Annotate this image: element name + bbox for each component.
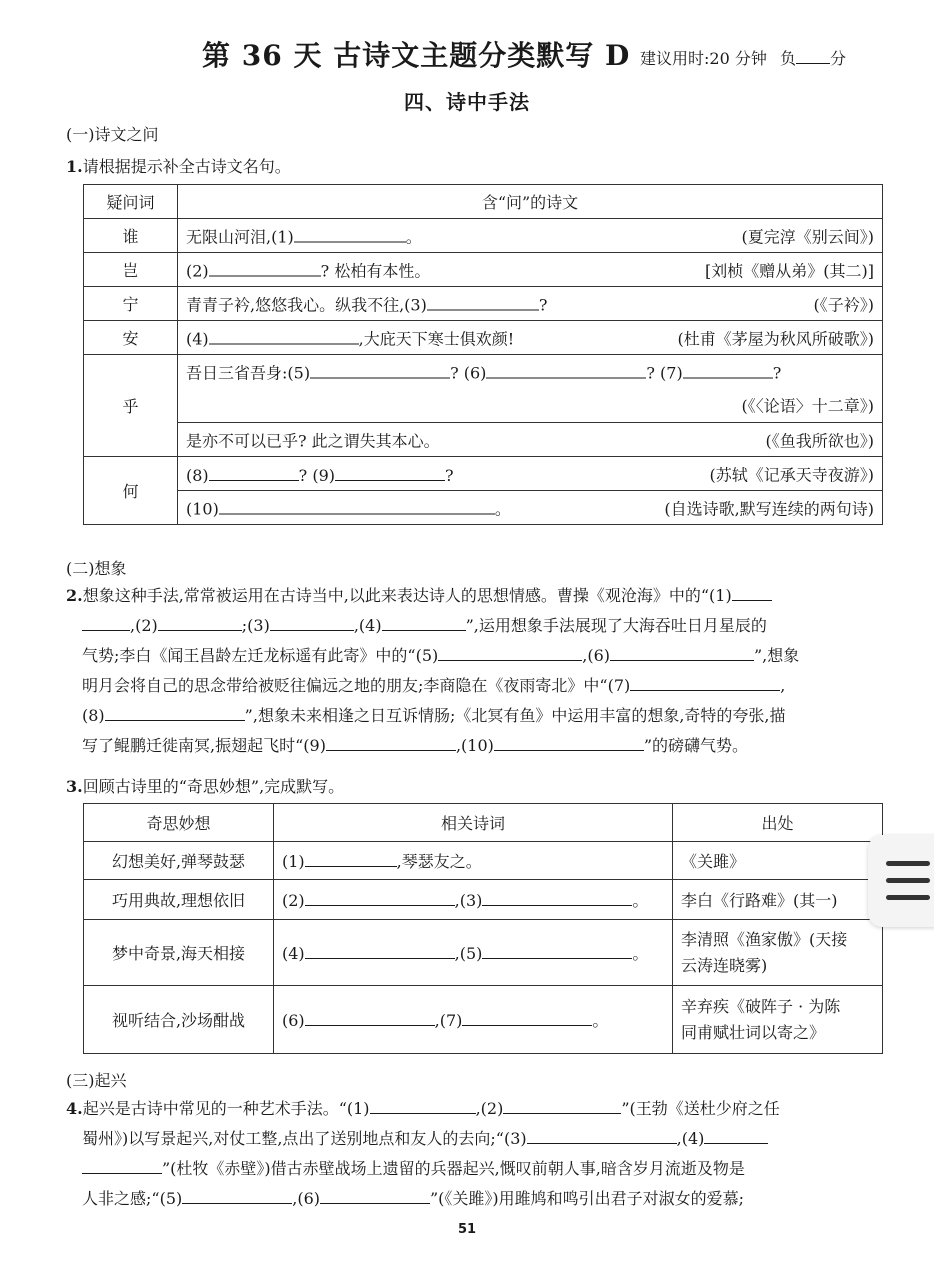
source-citation: (杜甫《茅屋为秋风所破歌》) [677,329,874,348]
header-question-word: 疑问词 [84,185,178,219]
answer-blank[interactable] [486,360,646,378]
source-citation: (《鱼我所欲也》) [765,431,874,450]
source-citation: 辛弃疾《破阵子 · 为陈 同甫赋壮词以寄之》 [673,986,883,1054]
header-poem: 含“问”的诗文 [178,185,883,219]
time-and-score [640,46,846,69]
question-word: 何 [84,457,178,525]
question-text: 请根据提示补全古诗文名句。 [82,157,291,176]
answer-blank[interactable] [82,613,130,631]
score-suffix: 分 [829,49,846,68]
answer-blank[interactable] [494,733,644,751]
answer-blank[interactable] [335,463,445,481]
score-prefix: 负 [779,49,796,68]
table-row: 巧用典故,理想依旧 (2) ,(3) 。 李白《行路难》(其一) [84,880,883,920]
answer-blank[interactable] [630,673,780,691]
hamburger-icon [886,895,930,900]
section-heading-3: (三)起兴 [66,1071,127,1090]
table-row: 安 (4) ,大庇天下寒士俱欢颜! (杜甫《茅屋为秋风所破歌》) [84,321,883,355]
source-citation: (《〈论语〉十二章》) [741,396,874,416]
answer-blank[interactable] [326,733,456,751]
answer-blank[interactable] [527,1126,677,1144]
question-number: 3. [66,777,83,796]
table-row: 乎 吾日三省吾身:(5) ? (6) ? (7) ? [84,355,883,389]
section-heading-1: (一)诗文之问 [66,125,159,144]
table-row: 何 (8) ? (9) ? (苏轼《记承天寺夜游》) [84,457,883,491]
answer-blank[interactable] [462,1008,592,1026]
source-citation: 《关雎》 [673,842,883,880]
question-3 [66,774,344,797]
answer-blank[interactable] [427,292,539,310]
question-2: 2.想象这种手法,常常被运用在古诗当中,以此来表达诗人的思想情感。曹操《观沧海》中的“(1) ,(2) ;(3) ,(4) ”,运用想象手法展现了大海吞吐日月星辰的 气势;李白《闻王昌龄左迁龙标遥有此寄》中的“(5) ,(6) ”,想象 明月会将自己的思念带给被贬往偏远之地的朋友;李商隐在《夜雨寄北》中“(7) , (8) ”,想象未来相逢之日互诉情肠;《北冥有鱼》中运用丰富的想象,奇特的夸张,描 写了鲲鹏迁徙南冥,振翅起飞时“(9) ,(10) ”的磅礴气势。 [66,581,886,761]
answer-blank[interactable] [320,1186,430,1204]
page-header [0,30,934,80]
source-citation: (《子衿》) [813,295,874,314]
table-row: 谁 无限山河泪,(1) 。 (夏完淳《别云间》) [84,219,883,253]
answer-blank[interactable] [209,326,359,344]
answer-blank[interactable] [382,613,466,631]
question-word: 谁 [84,219,178,253]
source-citation: 李白《行路难》(其一) [673,880,883,920]
table-header-row [84,185,883,219]
hamburger-icon [886,861,930,866]
answer-blank[interactable] [305,888,455,906]
question-text: 回顾古诗里的“奇思妙想”,完成默写。 [82,777,345,796]
answer-blank[interactable] [610,643,754,661]
answer-blank[interactable] [482,941,632,959]
question-number: 4. [66,1099,83,1118]
answer-blank[interactable] [158,613,242,631]
header-poems: 相关诗词 [274,804,673,842]
answer-blank[interactable] [370,1096,476,1114]
source-citation: (夏完淳《别云间》) [741,227,874,246]
source-citation: (自选诗歌,默写连续的两句诗) [664,499,874,518]
table-row [84,389,883,423]
answer-blank[interactable] [209,258,321,276]
table-row: 是亦不可以已乎? 此之谓失其本心。 (《鱼我所欲也》) [84,423,883,457]
question-word: 宁 [84,287,178,321]
answer-blank[interactable] [310,360,450,378]
table-row: 视听结合,沙场酣战 (6) ,(7) 。 辛弃疾《破阵子 · 为陈 同甫赋壮词以寄之》 [84,986,883,1054]
header-source: 出处 [673,804,883,842]
table-row: 岂 (2) ? 松柏有本性。 [刘桢《赠从弟》(其二)] [84,253,883,287]
section-subtitle: 四、诗中手法 [404,90,530,114]
table-row: (10) 。 (自选诗歌,默写连续的两句诗) [84,491,883,525]
answer-blank[interactable] [503,1096,621,1114]
answer-blank[interactable] [732,583,772,601]
table-header-row [84,804,883,842]
page-title: 第 36 天 古诗文主题分类默写 D [202,39,631,72]
question-word: 岂 [84,253,178,287]
question-word: 乎 [84,355,178,457]
answer-blank[interactable] [105,703,245,721]
score-blank[interactable] [796,46,830,64]
table-row: 梦中奇景,海天相接 (4) ,(5) 。 李清照《渔家傲》(天接 云涛连晓雾) [84,920,883,986]
hamburger-icon [886,878,930,883]
answer-blank[interactable] [82,1156,162,1174]
answer-blank[interactable] [305,941,455,959]
section-heading-2: (二)想象 [66,559,127,578]
source-citation: (苏轼《记承天寺夜游》) [709,465,874,484]
imagination-table [83,803,883,1054]
question-number: 1. [66,157,83,176]
answer-blank[interactable] [182,1186,292,1204]
answer-blank[interactable] [305,849,397,867]
answer-blank[interactable] [294,224,406,242]
table-row: 幻想美好,弹琴鼓瑟 (1) ,琴瑟友之。 《关雎》 [84,842,883,880]
table-row: 宁 青青子衿,悠悠我心。纵我不往,(3) ? (《子衿》) [84,287,883,321]
question-4: 4.起兴是古诗中常见的一种艺术手法。“(1) ,(2) ”(王勃《送杜少府之任 蜀州》)以写景起兴,对仗工整,点出了送别地点和友人的去向;“(3) ,(4) ”(杜牧《赤壁》)借古赤壁战场上遗留的兵器起兴,慨叹前朝人事,暗含岁月流逝及物是 人非之感;“(5) ,(6) ”(《关雎》)用雎鸠和鸣引出君子对淑女的爱慕; [66,1094,886,1214]
answer-blank[interactable] [219,496,495,514]
question-word: 安 [84,321,178,355]
side-menu-button[interactable] [868,835,934,927]
question-number: 2. [66,586,83,605]
answer-blank[interactable] [305,1008,435,1026]
source-citation: 李清照《渔家傲》(天接 云涛连晓雾) [673,920,883,986]
answer-blank[interactable] [209,463,299,481]
answer-blank[interactable] [438,643,582,661]
header-idea: 奇思妙想 [84,804,274,842]
page-number: 51 [457,1222,477,1237]
answer-blank[interactable] [683,360,773,378]
question-words-table [83,184,883,525]
source-citation: [刘桢《赠从弟》(其二)] [705,261,874,280]
answer-blank[interactable] [482,888,632,906]
answer-blank[interactable] [270,613,354,631]
answer-blank[interactable] [704,1126,768,1144]
suggested-time: 建议用时:20 分钟 [640,49,767,68]
question-1 [66,154,291,177]
